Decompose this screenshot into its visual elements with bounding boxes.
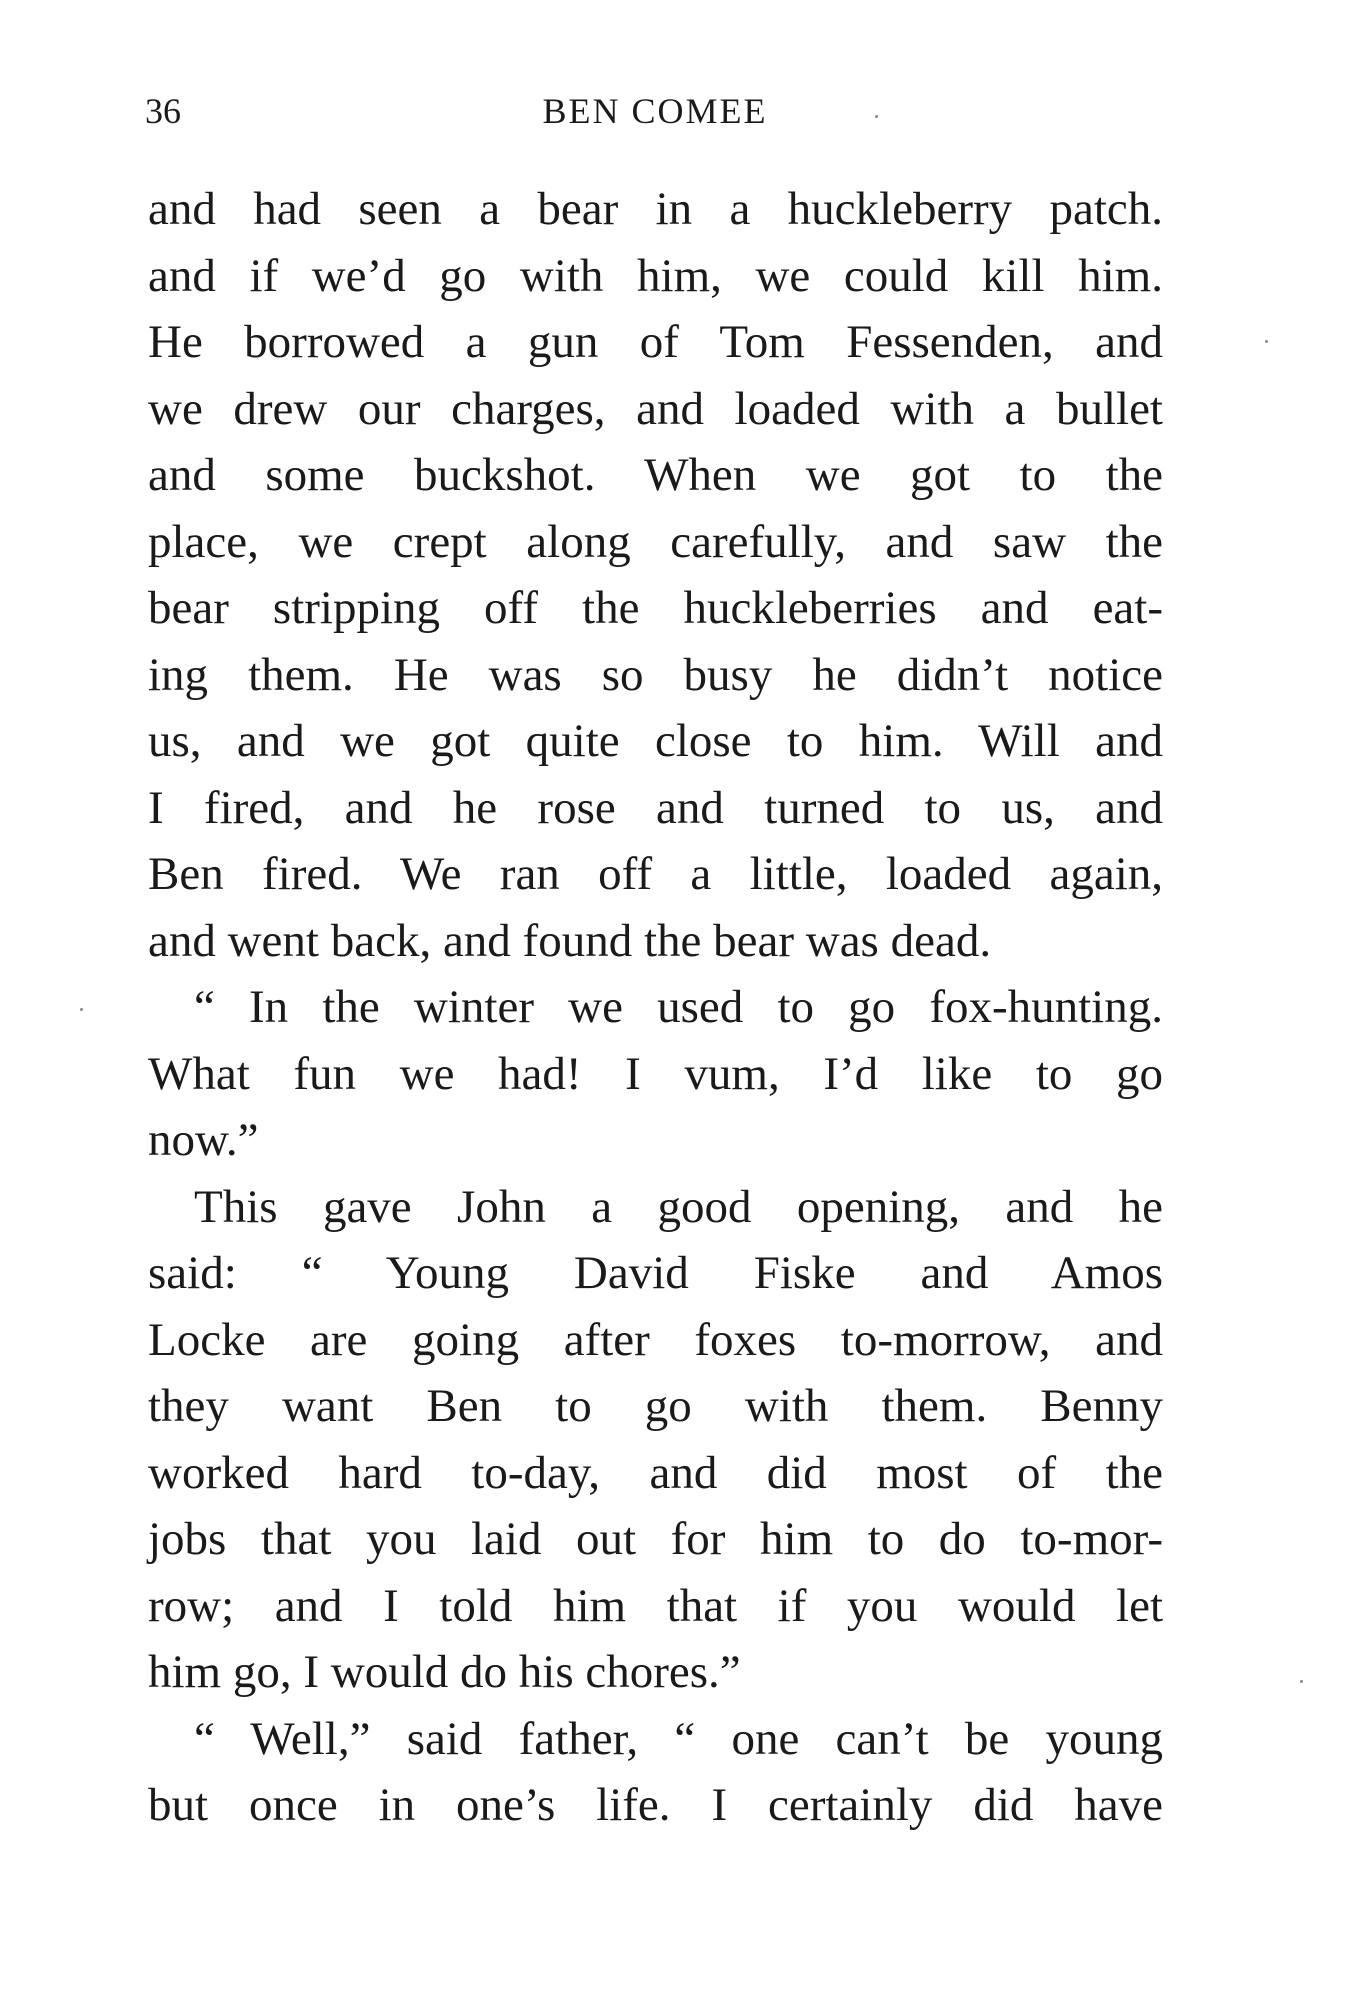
text-line: place, we crept along carefully, and saw the <box>148 515 1163 568</box>
text-line: him go, I would do his chores.” <box>148 1646 741 1698</box>
paper-speck <box>875 115 878 118</box>
text-line: row; and I told him that if you would let <box>148 1579 1163 1632</box>
text-line: “ In the winter we used to go fox-hunting. <box>194 981 1163 1033</box>
text-line: He borrowed a gun of Tom Fessenden, and <box>148 316 1163 368</box>
text-body <box>148 176 1163 1839</box>
text-line: Locke are going after foxes to-morrow, and <box>148 1313 1163 1366</box>
text-line: and had seen a bear in a huckleberry patch. <box>148 183 1163 235</box>
text-line: Ben fired. We ran off a little, loaded again, <box>148 848 1163 900</box>
page-header <box>145 90 1165 140</box>
text-line: I fired, and he rose and turned to us, and <box>148 781 1163 834</box>
text-line: said: “ Young David Fiske and Amos <box>148 1247 1163 1299</box>
text-line: and some buckshot. When we got to the <box>148 449 1163 501</box>
text-line: jobs that you laid out for him to do to-mor- <box>148 1513 1163 1565</box>
text-line: ing them. He was so busy he didn’t notice <box>148 648 1163 701</box>
text-line: us, and we got quite close to him. Will and <box>148 715 1163 767</box>
text-line: but once in one’s life. I certainly did have <box>148 1779 1163 1831</box>
text-line: and went back, and found the bear was dead. <box>148 914 992 967</box>
page-number: 36 <box>145 91 181 131</box>
text-line: and if we’d go with him, we could kill him. <box>148 249 1163 302</box>
paper-speck <box>80 1008 83 1011</box>
paper-speck <box>1300 1680 1303 1683</box>
text-line: they want Ben to go with them. Benny <box>148 1380 1163 1432</box>
paper-speck <box>1265 340 1268 343</box>
text-line: bear stripping off the huckleberries and eat- <box>148 582 1163 634</box>
running-title: BEN COMEE <box>542 91 768 131</box>
text-line: we drew our charges, and loaded with a bullet <box>148 382 1163 435</box>
text-line: now.” <box>148 1114 259 1166</box>
text-line: “ Well,” said father, “ one can’t be young <box>194 1712 1163 1765</box>
text-line: This gave John a good opening, and he <box>194 1180 1163 1233</box>
text-line: worked hard to-day, and did most of the <box>148 1446 1163 1499</box>
text-line: What fun we had! I vum, I’d like to go <box>148 1047 1163 1100</box>
